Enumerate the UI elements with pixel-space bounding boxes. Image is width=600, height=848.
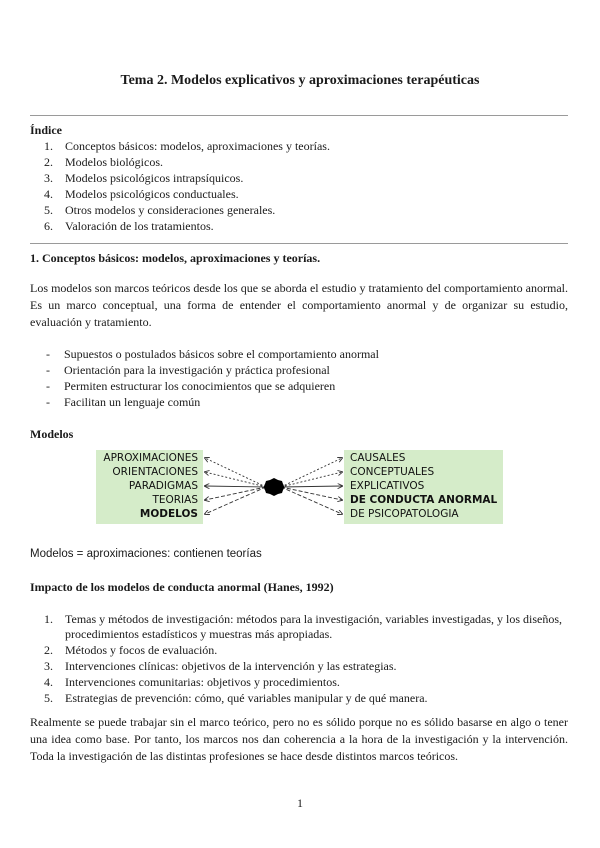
assumption-text: Orientación para la investigación y práctica profesional (64, 363, 330, 377)
index-heading: Índice (30, 123, 63, 137)
index-item-number: 3. (44, 171, 53, 185)
diagram-left-label: PARADIGMAS (128, 480, 198, 492)
impact-item (30, 612, 568, 642)
impact-item (30, 659, 568, 674)
index-item-text: Conceptos básicos: modelos, aproximaciones y teorías. (65, 139, 330, 153)
assumption-text: Facilitan un lenguaje común (64, 395, 201, 409)
diagram-left-label: MODELOS (139, 508, 198, 520)
index-item-number: 2. (44, 155, 53, 169)
closing-paragraph: Realmente se puede trabajar sin el marco teórico, pero no es sólido porque no es sólido basarse en algo o tener una idea como base. Por tanto, los marcos nos dan coherencia a la hora de la investigación y la intervención. Toda la investigación de las distintas profesiones se hace desde distintos marcos teóricos. (30, 715, 568, 763)
arrow-left (205, 486, 266, 487)
arrow-left (205, 472, 266, 487)
arrow-left (205, 487, 266, 514)
models-equation: Modelos = aproximaciones: contienen teorías (30, 548, 262, 560)
dash-marker: - (46, 363, 50, 377)
arrow-right (281, 486, 342, 487)
index-item-number: 6. (44, 219, 53, 233)
diagram-left-label: TEORIAS (152, 494, 198, 506)
diagram-left-label: APROXIMACIONES (103, 452, 198, 464)
impact-item-number: 4. (44, 675, 53, 689)
diagram-right-label: DE CONDUCTA ANORMAL (350, 494, 498, 506)
top-divider (30, 115, 568, 116)
impact-item-number: 1. (44, 612, 53, 626)
models-heading: Modelos (30, 427, 74, 441)
arrow-left (205, 458, 266, 487)
index-item-number: 4. (44, 187, 53, 201)
index-item-text: Valoración de los tratamientos. (65, 219, 214, 233)
index-item-text: Modelos psicológicos conductuales. (65, 187, 239, 201)
diagram-right-label: CAUSALES (350, 452, 406, 464)
impact-item-text: Intervenciones clínicas: objetivos de la intervención y las estrategias. (65, 659, 397, 673)
impact-item-text: Métodos y focos de evaluación. (65, 643, 218, 657)
impact-item-text: Intervenciones comunitarias: objetivos y procedimientos. (65, 675, 340, 689)
index-list (30, 138, 330, 234)
index-item-text: Modelos psicológicos intrapsíquicos. (65, 171, 244, 185)
index-divider (30, 243, 568, 244)
assumptions-list (30, 346, 379, 410)
impact-item (30, 643, 568, 658)
index-item-number: 5. (44, 203, 53, 217)
index-item-text: Modelos biológicos. (65, 155, 163, 169)
diagram-arrows (96, 450, 503, 524)
dash-marker: - (46, 379, 50, 393)
page-number: 1 (297, 796, 303, 810)
index-item (30, 138, 330, 154)
arrow-right (281, 487, 342, 514)
diagram-left-label: ORIENTACIONES (112, 466, 198, 478)
diagram-right-label: EXPLICATIVOS (350, 480, 425, 492)
arrow-right (281, 472, 342, 487)
impact-item-text: Temas y métodos de investigación: métodos para la investigación, variables investigadas, y los diseños, procedimientos estadísticos y muestras más apropiadas. (65, 612, 563, 641)
document-title: Tema 2. Modelos explicativos y aproximaciones terapéuticas (120, 73, 480, 88)
impact-list (30, 612, 568, 707)
index-item (30, 170, 330, 186)
dash-marker: - (46, 347, 50, 361)
assumption-item (30, 346, 379, 362)
index-item (30, 202, 330, 218)
assumption-item (30, 378, 379, 394)
section1-heading: 1. Conceptos básicos: modelos, aproximaciones y teorías. (30, 251, 321, 265)
index-item-number: 1. (44, 139, 53, 153)
assumption-text: Permiten estructurar los conocimientos que se adquieren (64, 379, 336, 393)
arrow-left (205, 487, 266, 500)
dash-marker: - (46, 395, 50, 409)
impact-item (30, 675, 568, 690)
index-item-text: Otros modelos y consideraciones generales. (65, 203, 276, 217)
index-item (30, 218, 330, 234)
impact-item-number: 3. (44, 659, 53, 673)
arrow-right (281, 487, 342, 500)
models-diagram (96, 450, 503, 524)
index-item (30, 154, 330, 170)
diagram-right-label: CONCEPTUALES (350, 466, 435, 478)
impact-item-text: Estrategias de prevención: cómo, qué variables manipular y de qué manera. (65, 691, 428, 705)
assumption-text: Supuestos o postulados básicos sobre el comportamiento anormal (64, 347, 379, 361)
impact-item-number: 5. (44, 691, 53, 705)
assumption-item (30, 394, 379, 410)
impact-item (30, 691, 568, 706)
diagram-right-label: DE PSICOPATOLOGIA (350, 508, 459, 520)
arrow-right (281, 458, 342, 487)
index-item (30, 186, 330, 202)
section1-paragraph: Los modelos son marcos teóricos desde los que se aborda el estudio y tratamiento del comportamiento anormal. Es un marco conceptual, una forma de entender el comportamiento anormal y de organizar su estudio, evaluación y tratamiento. (30, 281, 568, 329)
assumption-item (30, 362, 379, 378)
impact-item-number: 2. (44, 643, 53, 657)
impact-heading: Impacto de los modelos de conducta anormal (Hanes, 1992) (30, 580, 334, 594)
